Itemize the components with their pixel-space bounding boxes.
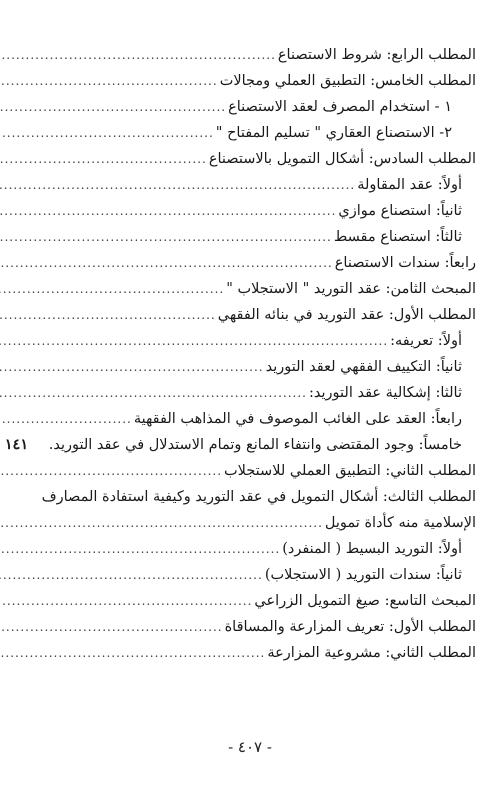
- leader-dots: [0, 380, 307, 406]
- toc-entry: [34, 42, 476, 68]
- toc-entry: [34, 146, 476, 172]
- toc-entry: [34, 640, 476, 666]
- leader-dots: [0, 458, 222, 484]
- toc-entry-title: الإسلامية منه كأداة تمويل: [324, 515, 476, 531]
- leader-dots: [0, 68, 218, 94]
- toc-entry-title: ثانياً: استصناع موازي: [338, 203, 462, 219]
- toc-entry: [34, 614, 476, 640]
- toc-entry-title: رابعاً: العقد على الغائب الموصوف في المذاهب الفقهية: [133, 411, 462, 427]
- toc-entry-title: أولاً: تعريفه:: [390, 333, 462, 349]
- leader-dots: [0, 42, 276, 68]
- toc-entry: [34, 380, 476, 406]
- leader-dots: [0, 198, 336, 224]
- toc-entry-title: ثالثا: إشكالية عقد التوريد:: [309, 385, 462, 401]
- leader-dots: [0, 510, 323, 536]
- toc-entry-title: المطلب الثالث: أشكال التمويل في عقد التوريد وكيفية استفادة المصارف: [41, 489, 476, 505]
- leader-dots: [0, 614, 223, 640]
- toc-entry-title: أولاً: التوريد البسيط ( المنفرد): [282, 541, 462, 557]
- toc-entry: [34, 588, 476, 614]
- toc-entry: [34, 510, 476, 536]
- toc-entry-page: ١٤١: [4, 436, 29, 453]
- toc-entry-title: أولاً: عقد المقاولة: [357, 177, 462, 193]
- leader-dots: [0, 172, 355, 198]
- leader-dots: [0, 354, 264, 380]
- toc-entry-title: المطلب الثاني: مشروعية المزارعة: [267, 645, 476, 661]
- toc-entry: [34, 250, 476, 276]
- leader-dots: [0, 562, 263, 588]
- leader-dots: [0, 146, 207, 172]
- toc-entry: [34, 276, 476, 302]
- toc-entry-title: ثانياً: التكييف الفقهي لعقد التوريد: [265, 359, 462, 375]
- toc-entry: [34, 354, 476, 380]
- leader-dots: [0, 302, 216, 328]
- toc-entry: [34, 484, 476, 510]
- toc-entry-title: المطلب السادس: أشكال التمويل بالاستصناع: [208, 151, 476, 167]
- toc-entry: [4, 432, 476, 458]
- toc-entry: [34, 198, 476, 224]
- toc-entry-title: المبحث الثامن: عقد التوريد " الاستجلاب ": [226, 281, 476, 297]
- leader-dots: [0, 250, 333, 276]
- toc-entry: [34, 562, 476, 588]
- toc-entry-title: خامساً: وجود المقتضى وانتفاء المانع وتمام الاستدلال في عقد التوريد.: [48, 437, 462, 453]
- toc-entry-title: ثالثاً: استصناع مقسط: [333, 229, 462, 245]
- toc-entry: [34, 302, 476, 328]
- toc-entry-title: المطلب الأول: عقد التوريد في بنائه الفقهي: [217, 307, 476, 323]
- toc-entry-title: ٢- الاستصناع العقاري " تسليم المفتاح ": [215, 125, 452, 141]
- toc-entry-title: المطلب الثاني: التطبيق العملي للاستجلاب: [224, 463, 476, 479]
- leader-dots: [0, 328, 388, 354]
- toc-entry-title: ١ - استخدام المصرف لعقد الاستصناع: [228, 99, 452, 115]
- toc-entry: [34, 458, 476, 484]
- leader-dots: [0, 120, 214, 146]
- toc-entry-title: المبحث التاسع: صيغ التمويل الزراعي: [254, 593, 476, 609]
- leader-dots: [0, 536, 280, 562]
- page-number: - ٤٠٧ -: [228, 738, 272, 756]
- toc-entry: [34, 328, 476, 354]
- toc-entry-title: المطلب الرابع: شروط الاستصناع: [277, 47, 476, 63]
- toc-entry: [34, 94, 476, 120]
- toc-entry: [34, 68, 476, 94]
- toc-entry: [34, 120, 476, 146]
- toc-entry: [34, 224, 476, 250]
- leader-dots: [0, 406, 132, 432]
- leader-dots: [0, 94, 226, 120]
- toc-entry: [34, 406, 476, 432]
- toc-entry-title: رابعاً: سندات الاستصناع: [334, 255, 476, 271]
- toc-entry: [34, 536, 476, 562]
- leader-dots: [0, 224, 332, 250]
- leader-dots: [0, 640, 265, 666]
- toc-entry: [34, 172, 476, 198]
- leader-dots: [0, 276, 224, 302]
- leader-dots: [0, 588, 252, 614]
- toc-entry-title: ثانياً: سندات التوريد ( الاستجلاب): [264, 567, 462, 583]
- table-of-contents: [4, 42, 476, 666]
- toc-entry-title: المطلب الخامس: التطبيق العملي ومجالات: [219, 73, 476, 89]
- toc-entry-title: المطلب الأول: تعريف المزارعة والمساقاة: [224, 619, 476, 635]
